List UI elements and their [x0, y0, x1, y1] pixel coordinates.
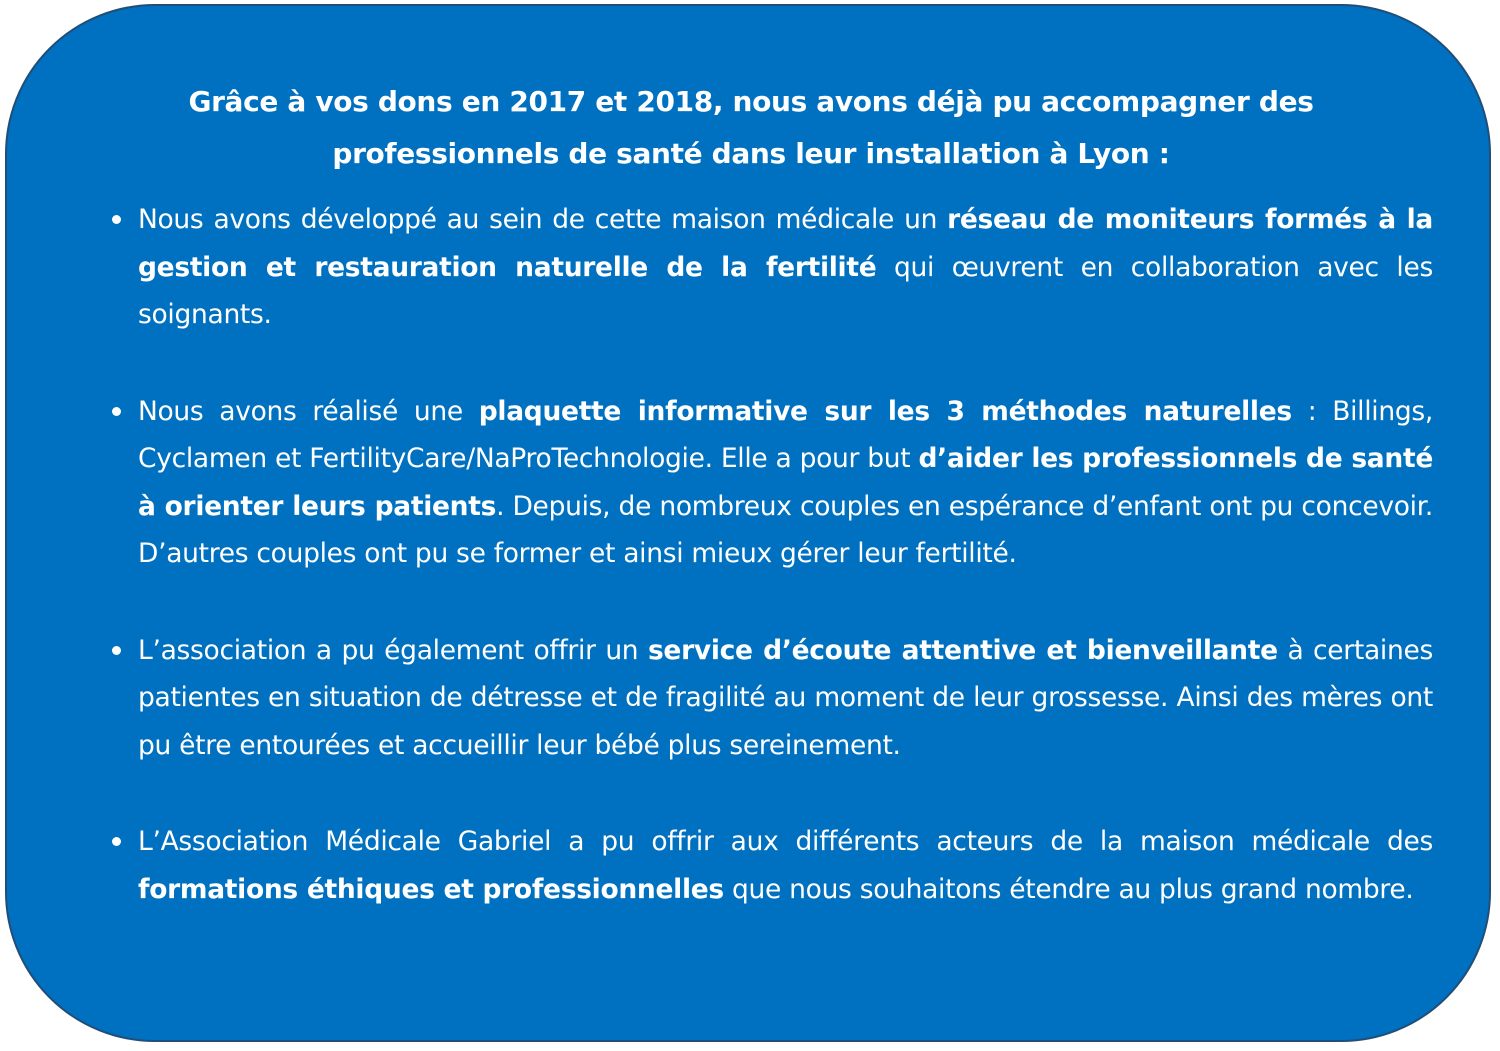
heading: [77, 76, 1425, 180]
bullet-text: Nous avons développé au sein de cette maison médicale un: [138, 204, 948, 235]
bullet-item-brochure: [106, 388, 1433, 578]
bullet-dot-icon: [112, 837, 121, 846]
info-panel: [5, 4, 1491, 1042]
bullet-dot-icon: [112, 407, 121, 416]
bullet-item-listening-service: [106, 627, 1433, 770]
bullet-list: [106, 196, 1433, 962]
bullet-item-trainings: [106, 818, 1433, 913]
bullet-text: qui œuvrent en collaboration avec les soignants.: [138, 251, 1433, 330]
bullet-text: Nous avons réalisé une: [138, 395, 479, 427]
bullet-dot-icon: [112, 215, 121, 224]
bullet-dot-icon: [112, 646, 121, 655]
bullet-highlight: réseau de moniteurs formés à la gestion et restauration naturelle de la fertilité: [138, 204, 1433, 283]
bullet-text: à certaines patientes en situation de détresse et de fragilité au moment de leur grossesse. Ainsi des mères ont pu être entourées et accueillir leur bébé plus sereinement.: [138, 634, 1433, 761]
bullet-text: que nous souhaitons étendre au plus grand nombre.: [723, 873, 1414, 905]
bullet-highlight: plaquette informative sur les 3 méthodes naturelles: [478, 395, 1292, 427]
bullet-text: . Depuis, de nombreux couples en espérance d’enfant ont pu concevoir. D’autres couples ont pu se former et ainsi mieux gérer leur fertilité.: [138, 490, 1433, 569]
heading-line-1: Grâce à vos dons en 2017 et 2018, nous avons déjà pu accompagner des: [188, 85, 1314, 118]
bullet-highlight: formations éthiques et professionnelles: [138, 873, 724, 905]
bullet-text: L’Association Médicale Gabriel a pu offrir aux différents acteurs de la maison médicale des: [138, 826, 1433, 857]
heading-line-2: professionnels de santé dans leur installation à Lyon :: [332, 137, 1170, 170]
bullet-text: : Billings, Cyclamen et FertilityCare/NaProTechnologie. Elle a pour but: [138, 395, 1433, 474]
bullet-text: L’association a pu également offrir un: [138, 634, 648, 666]
bullet-highlight: service d’écoute attentive et bienveillante: [647, 634, 1278, 666]
bullet-highlight: d’aider les professionnels de santé à orienter leurs patients: [138, 443, 1433, 522]
bullet-item-fertility-network: [106, 196, 1433, 339]
